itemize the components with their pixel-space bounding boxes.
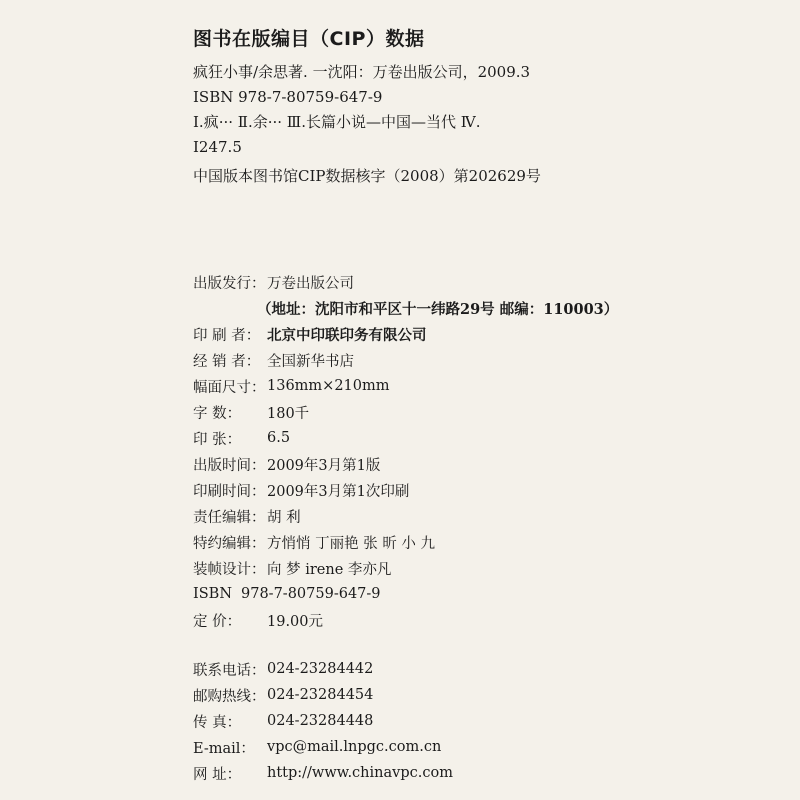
sheets-row bbox=[193, 425, 618, 451]
print-time-value: 2009年3月第1次印刷 bbox=[267, 483, 410, 500]
publisher-row bbox=[193, 269, 618, 295]
publisher-value: 万卷出版公司 bbox=[267, 275, 354, 292]
cip-line-isbn: ISBN 978-7-80759-647-9 bbox=[193, 88, 383, 106]
email-label: E-mail： bbox=[193, 740, 255, 757]
publisher-label: 出版发行： bbox=[193, 275, 266, 292]
price-row bbox=[193, 607, 618, 633]
price-value: 19.00元 bbox=[267, 613, 324, 630]
cip-block bbox=[193, 60, 530, 160]
isbn-row bbox=[193, 581, 618, 607]
size-label: 幅面尺寸： bbox=[193, 379, 266, 396]
cip-line-book-info: 疯狂小事/余思著. 一沈阳：万卷出版公司，2009.3 bbox=[193, 63, 531, 81]
words-value: 180千 bbox=[267, 405, 310, 422]
special-editors-label: 特约编辑： bbox=[193, 535, 266, 552]
website-value: http://www.chinavpc.com bbox=[267, 765, 453, 781]
isbn-value: 978-7-80759-647-9 bbox=[241, 586, 381, 602]
mail-hotline-label: 邮购热线： bbox=[193, 688, 266, 705]
printer-label: 印 刷 者： bbox=[193, 327, 261, 344]
pub-time-value: 2009年3月第1版 bbox=[267, 457, 381, 474]
cip-line-classification: Ⅰ.疯··· Ⅱ.余··· Ⅲ.长篇小说—中国—当代 Ⅳ. bbox=[193, 113, 481, 131]
special-editors-value: 方悄悄 丁丽艳 张 昕 小 九 bbox=[267, 535, 436, 552]
design-label: 装帧设计： bbox=[193, 561, 266, 578]
address-row: （地址：沈阳市和平区十一纬路29号 邮编：110003） bbox=[257, 300, 619, 318]
fax-label: 传 真： bbox=[193, 714, 242, 731]
email-value: vpc@mail.lnpgc.com.cn bbox=[267, 739, 442, 755]
email-row bbox=[193, 734, 618, 760]
website-label: 网 址： bbox=[193, 766, 242, 783]
cip-line-class-code: I247.5 bbox=[193, 138, 242, 156]
cip-number: 中国版本图书馆CIP数据核字（2008）第202629号 bbox=[193, 167, 541, 185]
sheets-label: 印 张： bbox=[193, 431, 242, 448]
mail-hotline-value: 024-23284454 bbox=[267, 687, 374, 703]
printer-row bbox=[193, 321, 618, 347]
cip-title: 图书在版编目（CIP）数据 bbox=[193, 28, 425, 50]
distributor-value: 全国新华书店 bbox=[267, 353, 354, 370]
website-row bbox=[193, 760, 618, 786]
design-row bbox=[193, 555, 618, 581]
editor-row bbox=[193, 503, 618, 529]
pub-time-row bbox=[193, 451, 618, 477]
editor-value: 胡 利 bbox=[267, 509, 301, 526]
size-value: 136mm×210mm bbox=[267, 378, 390, 394]
size-row bbox=[193, 373, 618, 399]
words-label: 字 数： bbox=[193, 405, 242, 422]
print-time-label: 印刷时间： bbox=[193, 483, 266, 500]
isbn-label: ISBN bbox=[193, 586, 233, 602]
design-value: 向 梦 irene 李亦凡 bbox=[267, 561, 392, 578]
mail-hotline-row bbox=[193, 682, 618, 708]
colophon-block bbox=[193, 269, 618, 786]
fax-value: 024-23284448 bbox=[267, 713, 374, 729]
pub-time-label: 出版时间： bbox=[193, 457, 266, 474]
fax-row bbox=[193, 708, 618, 734]
phone-label: 联系电话： bbox=[193, 662, 266, 679]
section-gap bbox=[193, 633, 618, 656]
words-row bbox=[193, 399, 618, 425]
price-label: 定 价： bbox=[193, 613, 242, 630]
print-time-row bbox=[193, 477, 618, 503]
phone-row bbox=[193, 656, 618, 682]
sheets-value: 6.5 bbox=[267, 430, 291, 446]
editor-label: 责任编辑： bbox=[193, 509, 266, 526]
printer-value: 北京中印联印务有限公司 bbox=[267, 326, 427, 344]
special-editors-row bbox=[193, 529, 618, 555]
distributor-row bbox=[193, 347, 618, 373]
distributor-label: 经 销 者： bbox=[193, 353, 261, 370]
phone-value: 024-23284442 bbox=[267, 661, 374, 677]
